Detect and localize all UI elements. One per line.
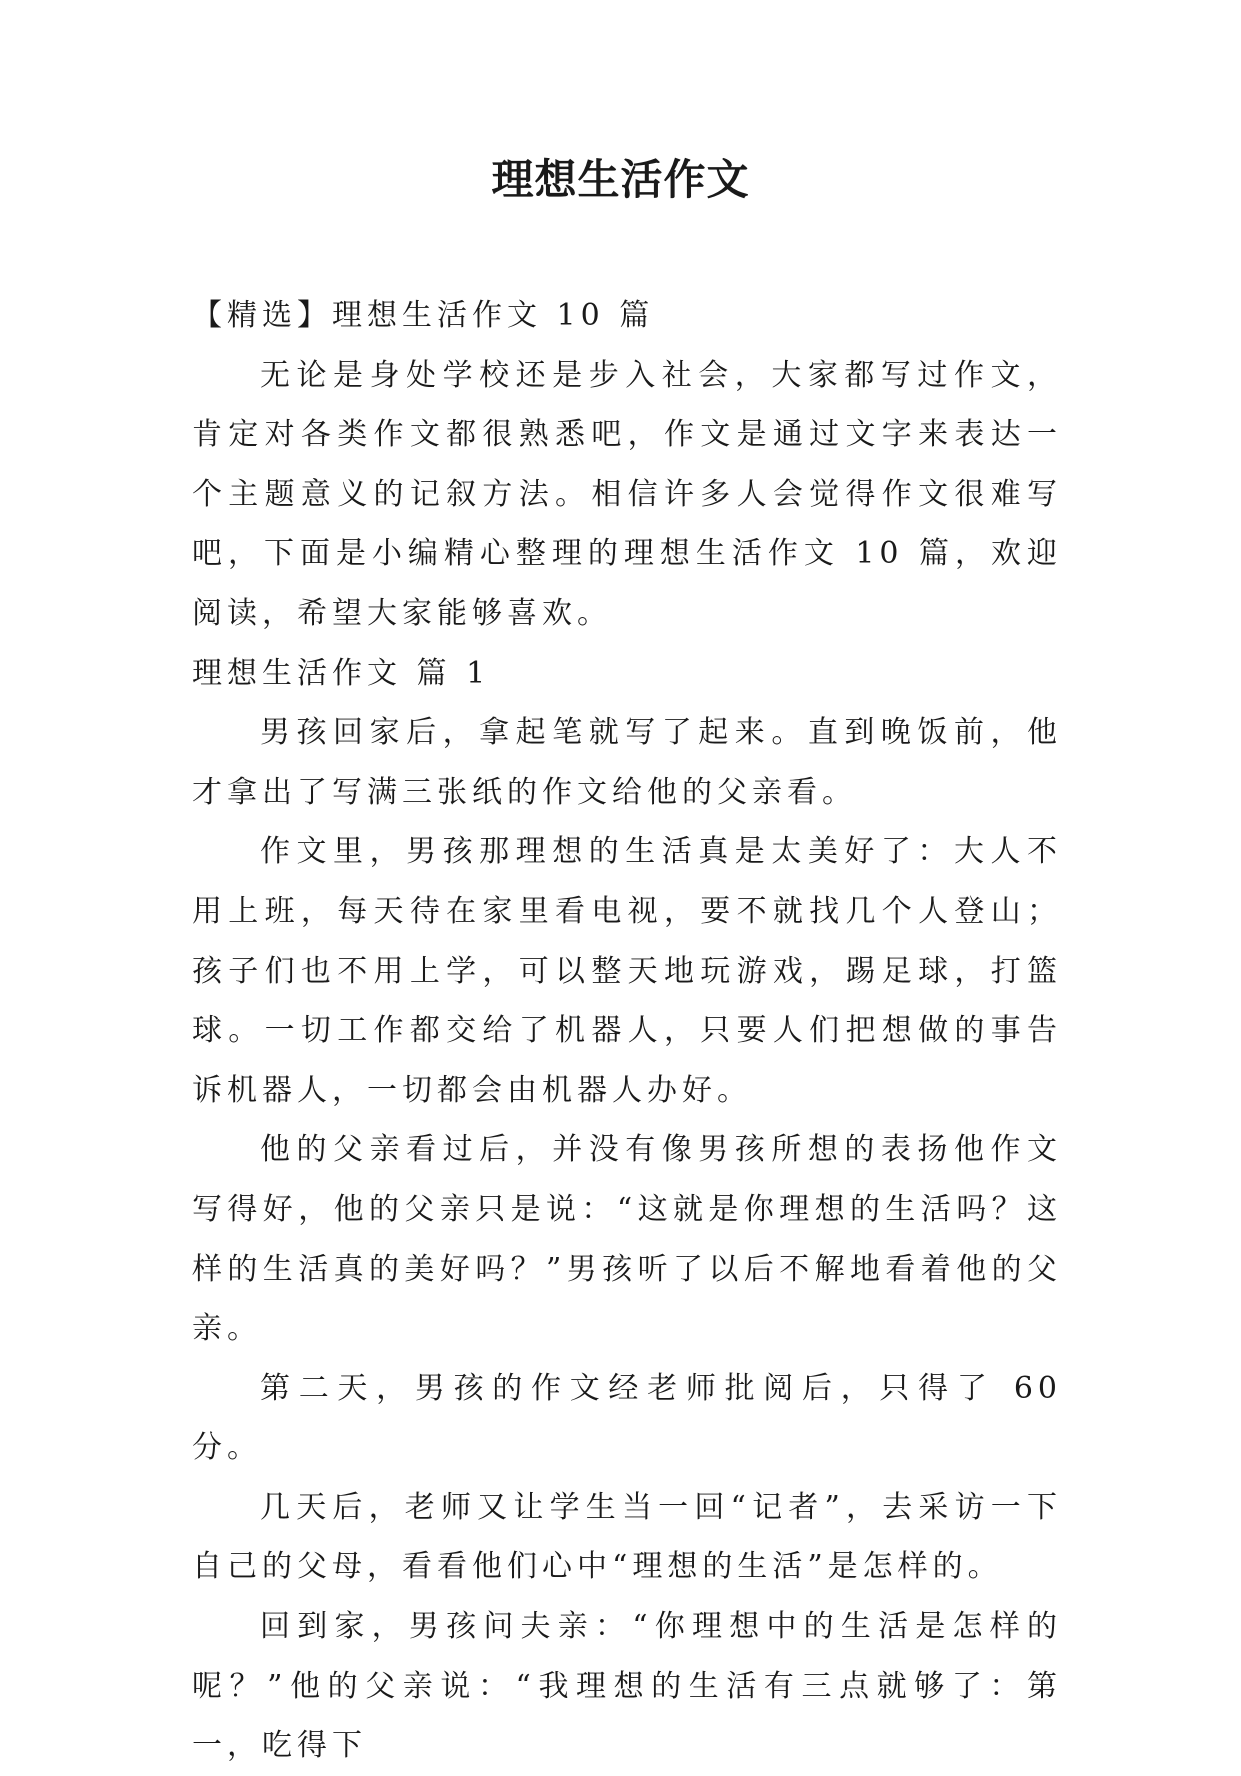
- document-title: 理想生活作文: [491, 155, 750, 204]
- document-body: [192, 286, 1062, 1776]
- body-paragraph: 作文里，男孩那理想的生活真是太美好了：大人不用上班，每天待在家里看电视，要不就找几个人登山；孩子们也不用上学，可以整天地玩游戏，踢足球，打篮球。一切工作都交给了机器人，只要人们把想做的事告诉机器人，一切都会由机器人办好。: [192, 834, 1062, 1108]
- section-heading: 理想生活作文 篇 1: [192, 655, 491, 691]
- body-paragraph: 回到家，男孩问夫亲：“你理想中的生活是怎样的呢？”他的父亲说：“我理想的生活有三点就够了：第一，吃得下: [192, 1609, 1062, 1764]
- intro-paragraph: 无论是身处学校还是步入社会，大家都写过作文，肯定对各类作文都很熟悉吧，作文是通过文字来表达一个主题意义的记叙方法。相信许多人会觉得作文很难写吧，下面是小编精心整理的理想生活作文 10 篇，欢迎阅读，希望大家能够喜欢。: [192, 357, 1062, 631]
- body-paragraph: 几天后，老师又让学生当一回“记者”，去采访一下自己的父母，看看他们心中“理想的生活”是怎样的。: [192, 1489, 1062, 1585]
- body-paragraph: 第二天，男孩的作文经老师批阅后，只得了 60 分。: [192, 1370, 1062, 1466]
- body-paragraph: 他的父亲看过后，并没有像男孩所想的表扬他作文写得好，他的父亲只是说：“这就是你理想的生活吗？这样的生活真的美好吗？”男孩听了以后不解地看着他的父亲。: [192, 1132, 1062, 1347]
- intro-heading: 【精选】理想生活作文 10 篇: [192, 298, 655, 333]
- body-paragraph: 男孩回家后，拿起笔就写了起来。直到晚饭前，他才拿出了写满三张纸的作文给他的父亲看。: [192, 715, 1062, 810]
